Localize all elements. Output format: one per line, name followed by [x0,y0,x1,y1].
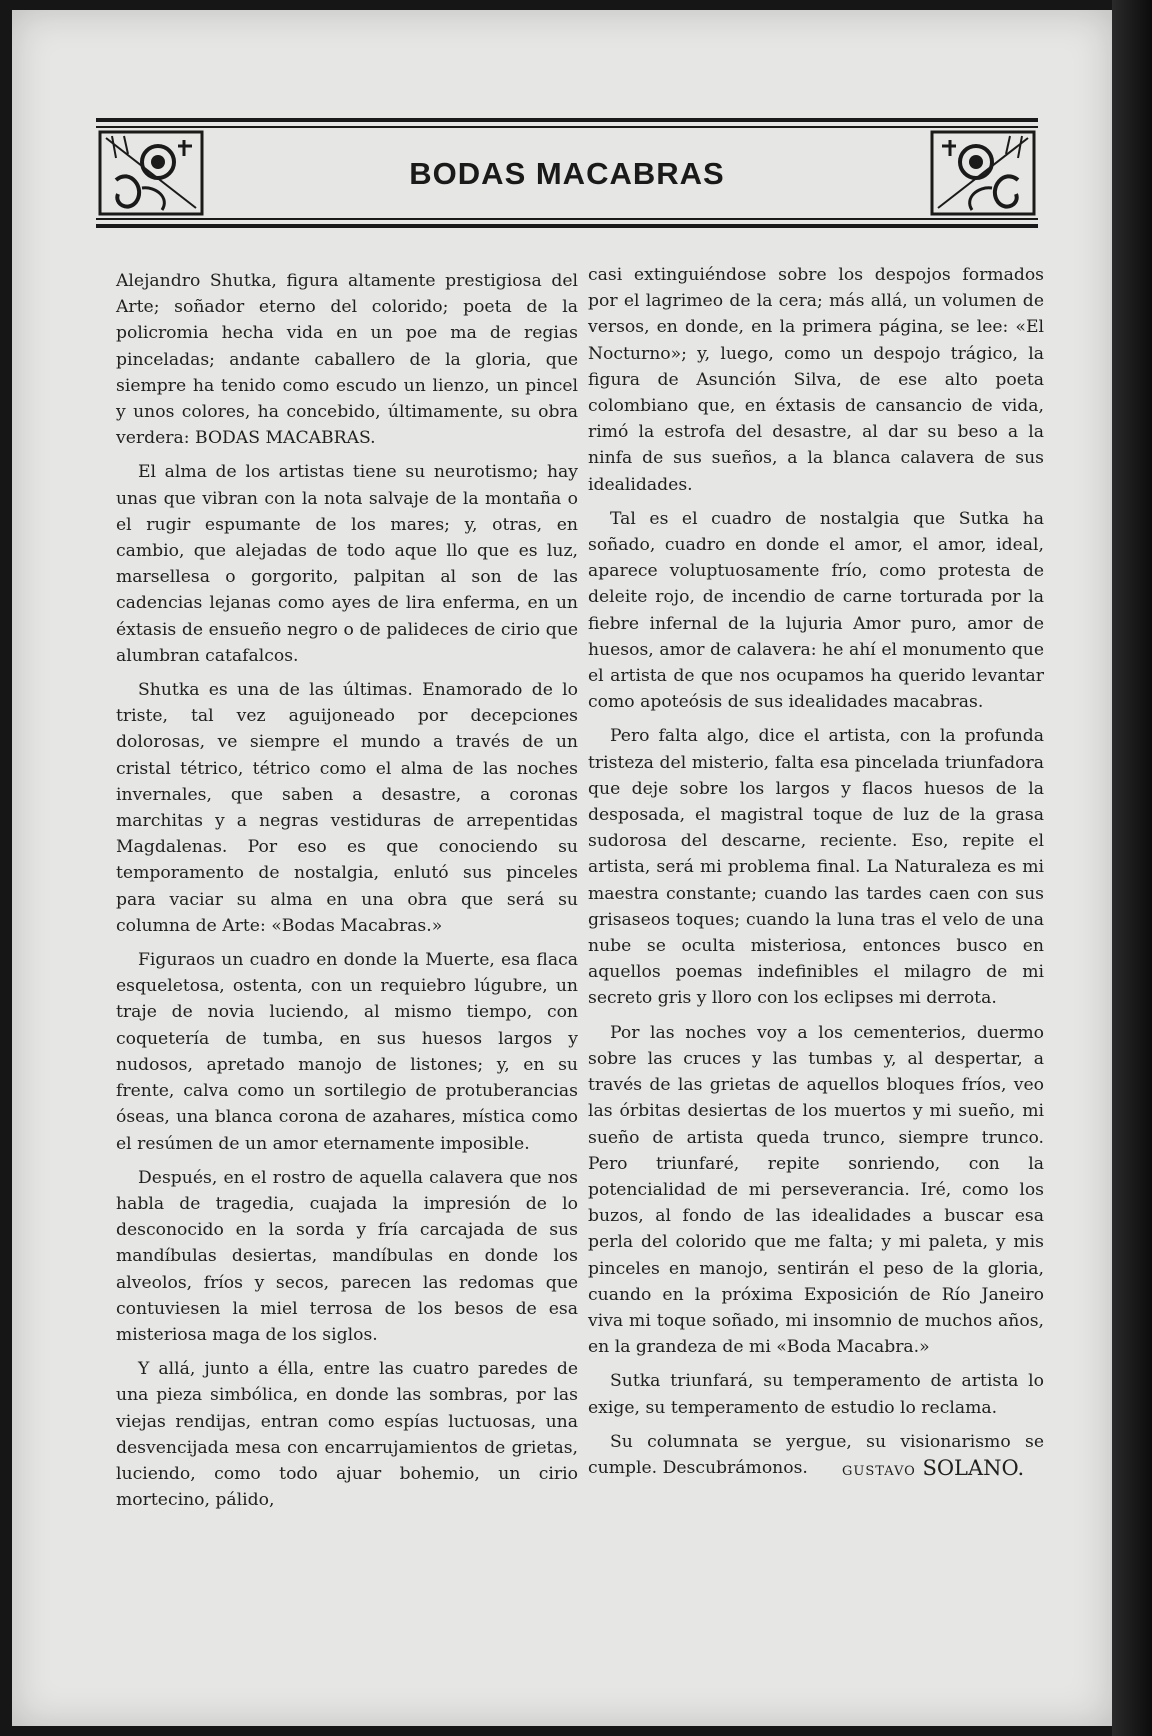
paragraph: casi extinguiéndose sobre los despojos formados por el lagrimeo de la cera; más allá, un volumen de versos, en donde, en la primera página, se lee: «El Nocturno»; y, luego, como un despojo trágico, la figura de Asunción Silva, de ese alto poeta colombiano que, en éxtasis de cansancio de vida, rimó la estrofa del desastre, al dar su beso a la ninfa de sus sueños, a la blanca calavera de sus idealidades. [588,265,1044,495]
paragraph: Y allá, junto a élla, entre las cuatro paredes de una pieza simbólica, en donde las sombras, por las viejas rendijas, entran como espías luctuosas, una desvencijada mesa con encarrujamientos de grietas, luciendo, como todo ajuar bohemio, un cirio mortecino, pálido, [116,1359,578,1511]
paragraph: Shutka es una de las últimas. Enamorado de lo triste, tal vez aguijoneado por decepciones dolorosas, ve siempre el mundo a través de un cristal tétrico, tétrico como el alma de las noches invernales, que saben a desastre, a coronas marchitas y a negras vestiduras de arrepentidas Magdalenas. Por eso es que conociendo su temporamento de nostalgia, enlutó sus pinceles para vaciar su alma en una obra que será su columna de Arte: «Bodas Macabras.» [116,680,578,936]
right-column [588,262,1044,1489]
paragraph: Sutka triunfará, su temperamento de artista lo exige, su temperamento de estudio lo reclama. [588,1371,1044,1418]
author-signature [842,1456,1024,1480]
paragraph: Figuraos un cuadro en donde la Muerte, esa flaca esqueletosa, ostenta, con un requiebro lúgubre, un traje de novia luciendo, al mismo tiempo, con coquetería de tumba, en sus huesos largos y nudosos, apretado manojo de listones; y, en su frente, calva como un sortilegio de protuberancias óseas, una blanca corona de azahares, mística como el resúmen de un amor eternamente imposible. [116,950,578,1154]
paragraph: Después, en el rostro de aquella calavera que nos habla de tragedia, cuajada la impresión de lo desconocido en la sorda y fría carcajada de sus mandíbulas desiertas, mandíbulas en donde los alveolos, fríos y secos, parecen las redomas que contuviesen la miel terrosa de los besos de esa misteriosa maga de los siglos. [116,1167,578,1345]
floral-ornament-icon [928,128,1038,218]
header-rule [96,118,1038,122]
author-first-name: GUSTAVO [842,1464,916,1479]
paragraph: Su columnata se yergue, su visionarismo se cumple. Descubrámonos. [588,1431,1044,1478]
header-rule [96,224,1038,228]
paragraph: Pero falta algo, dice el artista, con la profunda tristeza del misterio, falta esa pincelada triunfadora que deje sobre los largos y flacos huesos de la desposada, el magistral toque de luz de la grasa sudorosa del descarne, reciente. Eso, repite el artista, será mi problema final. La Naturaleza es mi maestra constante; cuando las tardes caen con sus grisaseos toques; cuando la luna tras el velo de una nube se oculta misteriosa, entonces busco en aquellos poemas indefinibles el milagro de mi secreto gris y lloro con los eclipses mi derrota. [588,726,1044,1009]
paragraph: Por las noches voy a los cementerios, duermo sobre las cruces y las tumbas y, al despertar, a través de las grietas de aquellos bloques fríos, veo las órbitas desiertas de los muertos y mi sueño, mi sueño de artista queda trunco, siempre trunco. Pero triunfaré, repite sonriendo, con la potencialidad de mi perseverancia. Iré, como los buzos, al fondo de las idealidades a buscar esa perla del colorido que me falta; y mi paleta, y mis pinceles en manojo, sentirán el peso de la gloria, cuando en la próxima Exposición de Río Janeiro viva mi toque soñado, mi insomnio de muchos años, en la grandeza de mi «Boda Macabra.» [588,1022,1044,1358]
article-title: BODAS MACABRAS [409,156,725,191]
header-rule [96,126,1038,128]
paragraph: Alejandro Shutka, figura altamente prestigiosa del Arte; soñador eterno del colorido; poeta de la policromia hecha vida en un poe ma de regias pinceladas; andante caballero de la gloria, que siempre ha tenido como escudo un lienzo, un pincel y unos colores, ha concebido, últimamente, su obra verdera: BODAS MACABRAS. [116,271,578,449]
binding-edge [1112,0,1152,1736]
paragraph: Tal es el cuadro de nostalgia que Sutka ha soñado, cuadro en donde el amor, el amor, ideal, aparece voluptuosamente frío, como protesta de deleite rojo, de incendio de carne torturada por la fiebre infernal de la lujuria Amor puro, amor de huesos, amor de calavera: he ahí el monumento que el artista de que nos ocupamos ha querido levantar como apoteósis de sus idealidades macabras. [588,508,1044,713]
left-column [116,268,578,1521]
header-rule [96,218,1038,220]
article-header [96,118,1038,228]
author-last-name: SOLANO. [922,1456,1025,1480]
paragraph: El alma de los artistas tiene su neurotismo; hay unas que vibran con la nota salvaje de la montaña o el rugir espumante de los mares; y, otras, en cambio, que alejadas de todo aque llo que es luz, marsellesa o gorgorito, palpitan al son de las cadencias lejanas como ayes de lira enferma, en un éxtasis de ensueño negro o de palideces de cirio que alumbran catafalcos. [116,462,578,666]
